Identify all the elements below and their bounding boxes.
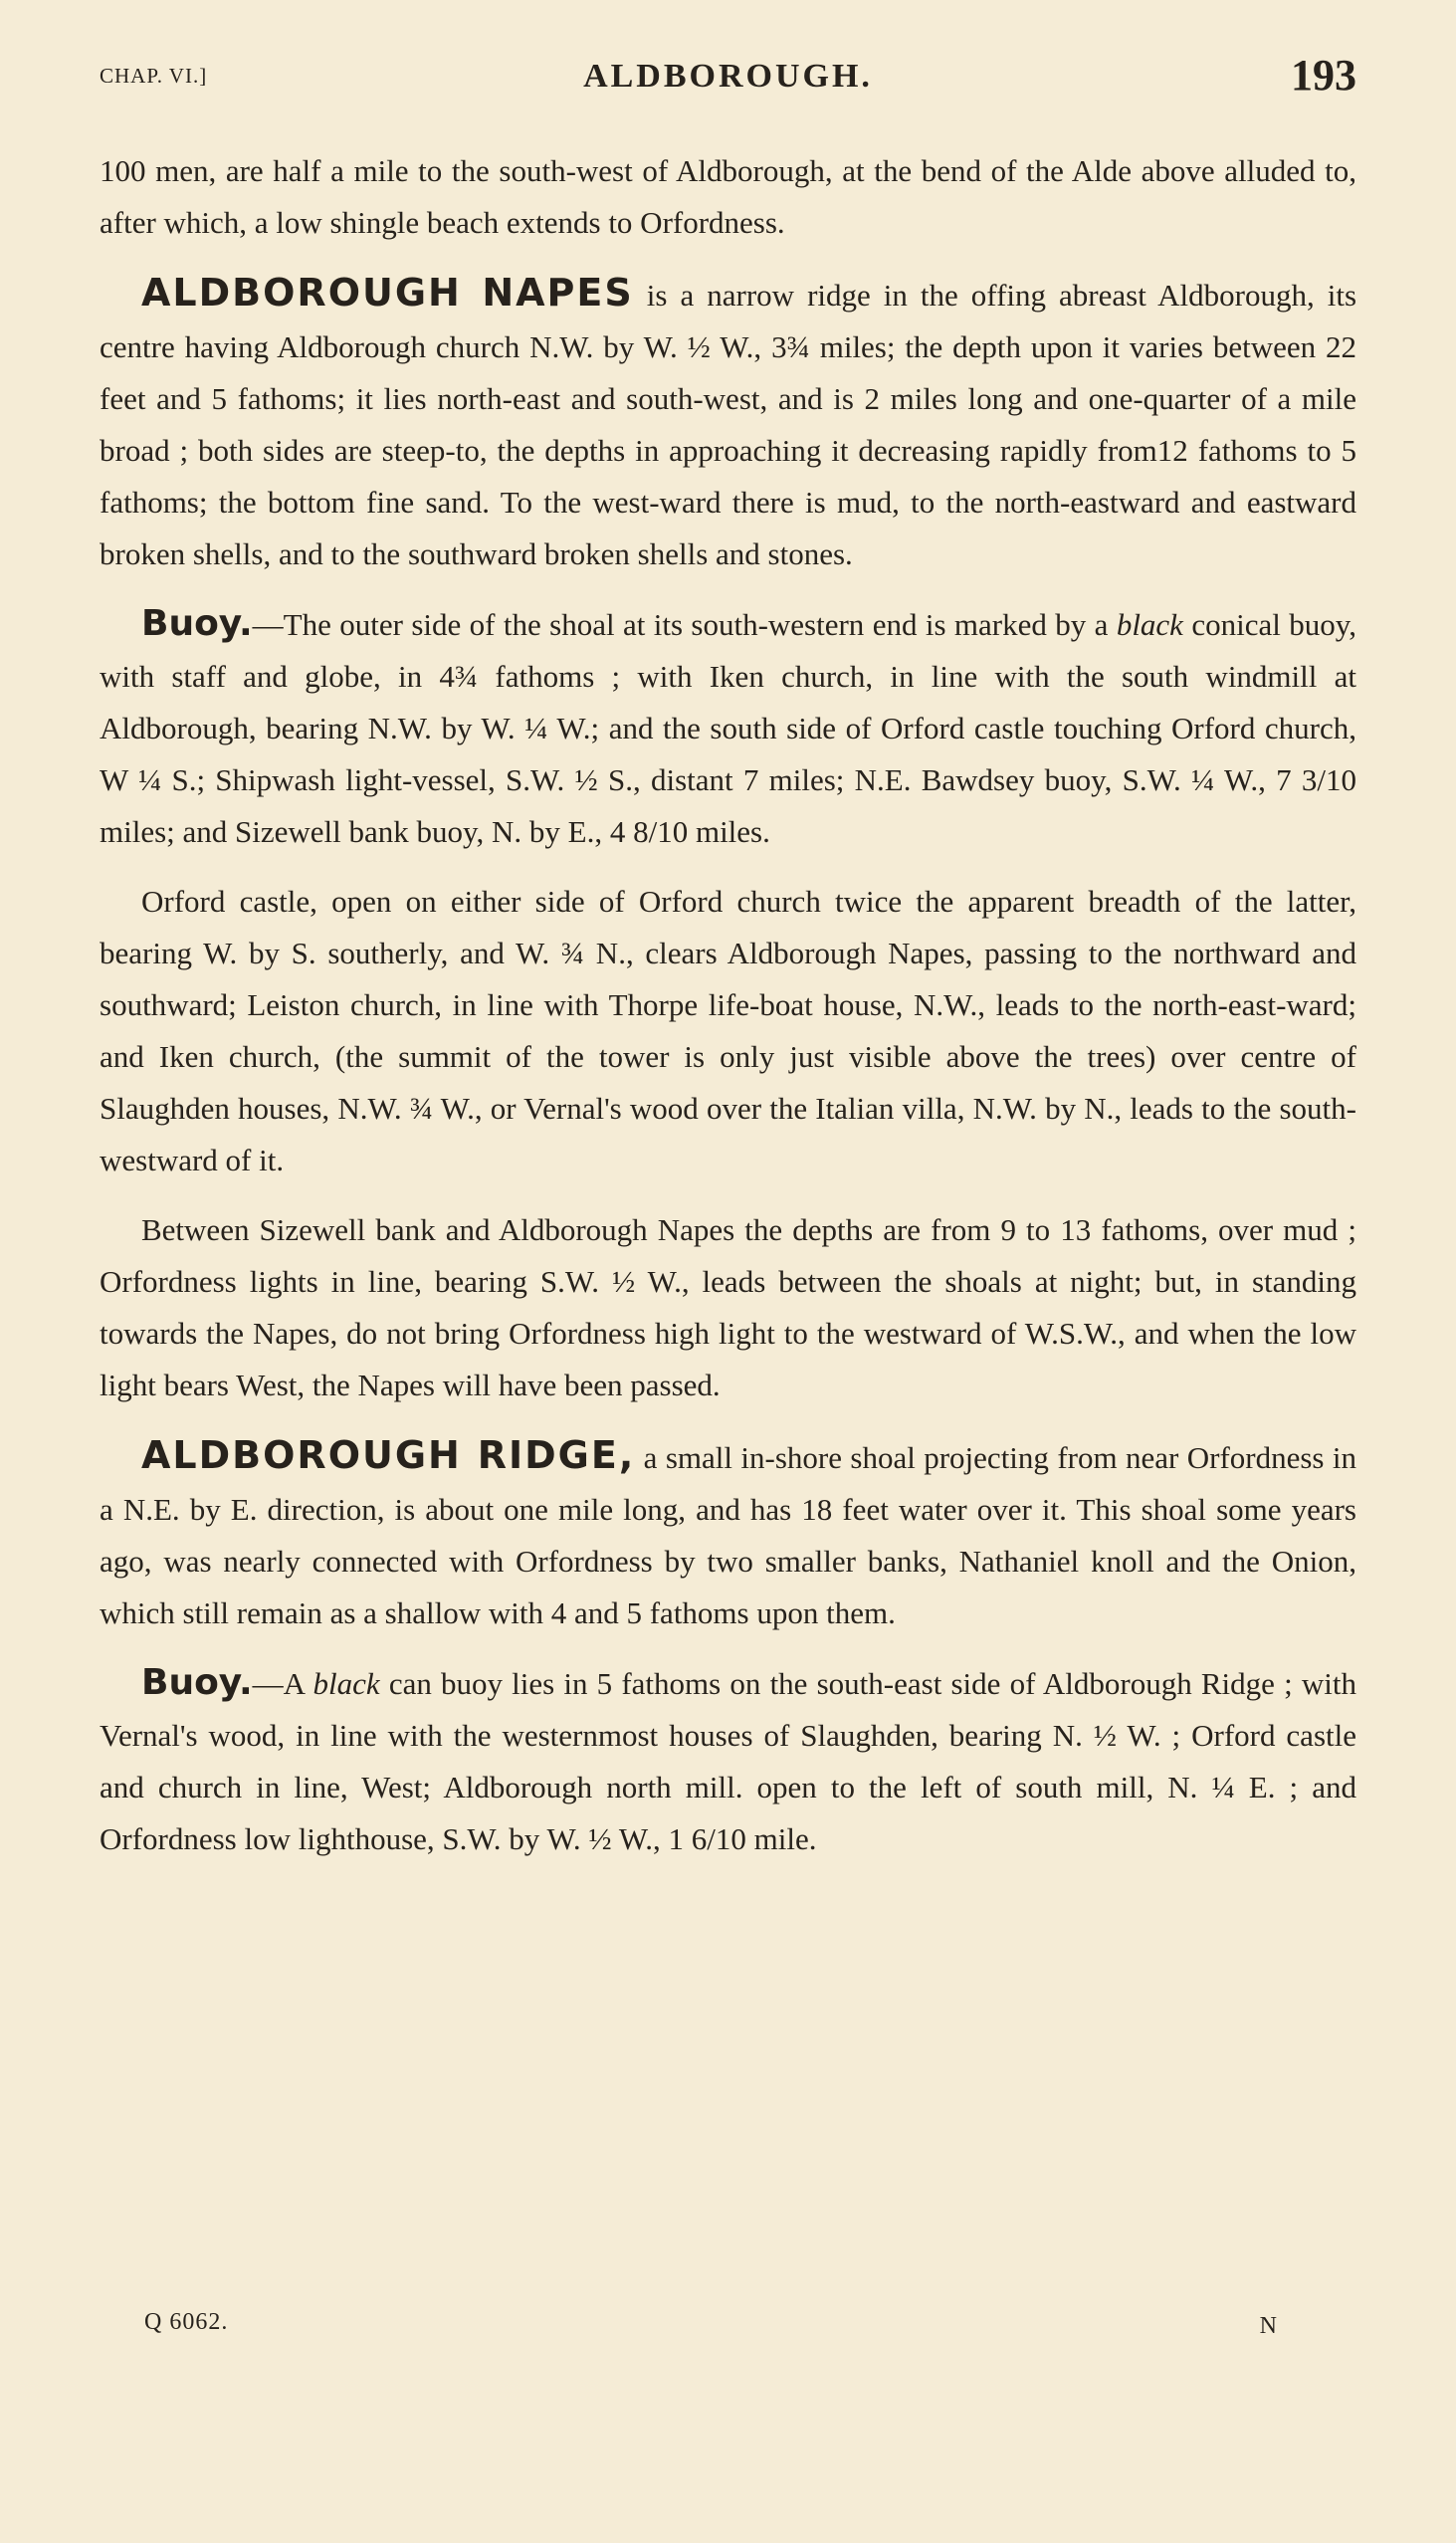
running-head xyxy=(100,50,1356,109)
subheading: Buoy. xyxy=(141,603,253,644)
paragraph-text: can buoy lies in 5 fathoms on the south-east side of Aldborough Ridge ; with Vernal's wood, in line with the westernmost houses of Slaughden, bearing N. ½ W. ; Orford castle and church in line, West; Aldborough north mill. open to the left of south mill, N. ¼ E. ; and Orfordness low lighthouse, S.W. by W. ½ W., 1 6/10 mile. xyxy=(100,1666,1356,1856)
paragraph xyxy=(100,1204,1356,1411)
page-number: 193 xyxy=(1291,51,1356,100)
page-footer xyxy=(144,2309,1277,2349)
body-text xyxy=(100,145,1356,1865)
paragraph-ridge xyxy=(100,1429,1356,1639)
italic-text: black xyxy=(1116,607,1183,642)
paragraph xyxy=(100,145,1356,249)
paragraph-text: —The outer side of the shoal at its south-western end is marked by a xyxy=(252,607,1117,642)
section-heading: ALDBOROUGH RIDGE, xyxy=(141,1433,636,1477)
paragraph-text: is a narrow ridge in the offing abreast Aldborough, its centre having Aldborough church N.W. by W. ½ W., 3¾ miles; the depth upon it varies between 22 feet and 5 fathoms; it lies north-east and south-west, and is 2 miles long and one-quarter of a mile broad ; both sides are steep-to, the depths in approaching it decreasing rapidly from12 fathoms to 5 fathoms; the bottom fine sand. To the west-ward there is mud, to the north-eastward and eastward broken shells, and to the southward broken shells and stones. xyxy=(100,278,1357,571)
paragraph-text: Orford castle, open on either side of Orford church twice the apparent breadth of the latter, bearing W. by S. southerly, and W. ¾ N., clears Aldborough Napes, passing to the northward and southward; Leiston church, in line with Thorpe life-boat house, N.W., leads to the north-east-ward; and Iken church, (the summit of the tower is only just visible above the trees) over centre of Slaughden houses, N.W. ¾ W., or Vernal's wood over the Italian villa, N.W. by N., leads to the south-westward of it. xyxy=(100,884,1356,1177)
paragraph-text: conical buoy, with staff and globe, in 4¾ fathoms ; with Iken church, in line with the south windmill at Aldborough, bearing N.W. by W. ¼ W.; and the south side of Orford castle touching Orford church, W ¼ S.; Shipwash light-vessel, S.W. ½ S., distant 7 miles; N.E. Bawdsey buoy, S.W. ¼ W., 7 3/10 miles; and Sizewell bank buoy, N. by E., 4 8/10 miles. xyxy=(100,607,1356,849)
signature-mark: Q 6062. xyxy=(144,2309,229,2335)
subheading: Buoy. xyxy=(141,1662,253,1703)
paragraph-text: a small in-shore shoal projecting from near Orfordness in a N.E. by E. direction, is about one mile long, and has 18 feet water over it. This shoal some years ago, was nearly connected with Orfordness by two smaller banks, Nathaniel knoll and the Onion, which still remain as a shallow with 4 and 5 fathoms upon them. xyxy=(100,1440,1356,1630)
italic-text: black xyxy=(312,1666,380,1701)
paragraph-ridge-buoy xyxy=(100,1657,1356,1865)
paragraph-napes xyxy=(100,267,1356,580)
paragraph-text: 100 men, are half a mile to the south-west of Aldborough, at the bend of the Alde above alluded to, after which, a low shingle beach extends to Orfordness. xyxy=(100,153,1356,240)
paragraph-text: Between Sizewell bank and Aldborough Napes the depths are from 9 to 13 fathoms, over mud ; Orfordness lights in line, bearing S.W. ½ W., leads between the shoals at night; but, in standing towards the Napes, do not bring Orfordness high light to the westward of W.S.W., and when the low light bears West, the Napes will have been passed. xyxy=(100,1212,1356,1402)
chapter-label: CHAP. VI.] xyxy=(100,64,208,88)
paragraph-text: —A xyxy=(252,1666,313,1701)
paragraph xyxy=(100,876,1356,1186)
page-title: ALDBOROUGH. xyxy=(583,58,873,95)
paragraph-napes-buoy xyxy=(100,598,1356,858)
section-heading: ALDBOROUGH NAPES xyxy=(141,271,634,315)
gathering-letter: N xyxy=(1259,2313,1277,2339)
